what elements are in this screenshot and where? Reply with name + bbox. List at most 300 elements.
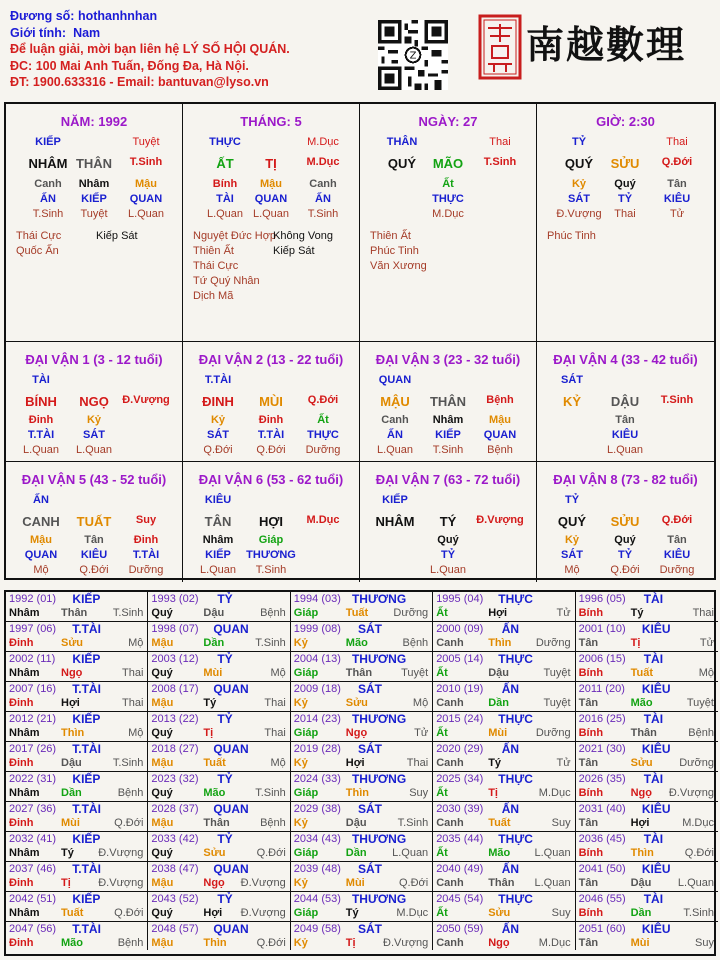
year-branch: Tý — [630, 607, 644, 619]
hidden-stage: L.Quan — [252, 208, 290, 220]
heavenly-stem: MẬU — [380, 394, 410, 409]
year-label: 2011 (20) — [578, 683, 625, 695]
year-stage: Thai — [121, 697, 144, 709]
year-label: 2041 (50) — [578, 863, 626, 875]
year-branch: Dậu — [488, 667, 509, 679]
hidden-ten-god: THỰC — [307, 429, 339, 441]
year-ten-god: SÁT — [357, 622, 382, 636]
year-cell — [148, 892, 290, 922]
luck-ten-god: QUAN — [378, 374, 412, 386]
hidden-stage: Dưỡng — [659, 564, 695, 576]
year-stage: Bệnh — [260, 607, 286, 619]
year-stage: Tử — [699, 637, 714, 649]
year-label: 2023 (32) — [151, 773, 199, 785]
year-branch: Mão — [488, 847, 511, 859]
year-ten-god: THƯƠNG — [351, 712, 407, 726]
year-stage: Bệnh — [260, 817, 286, 829]
year-cell — [576, 712, 718, 742]
year-stage: Dưỡng — [679, 757, 714, 769]
year-label: 2034 (43) — [293, 833, 341, 845]
year-branch: Tị — [488, 787, 498, 799]
year-branch: Dậu — [345, 817, 367, 829]
year-cell — [6, 772, 148, 802]
hidden-stem: Mậu — [260, 178, 282, 190]
year-stem: Tân — [578, 697, 599, 709]
stage-top: Thai — [489, 136, 511, 148]
year-ten-god: ẤN — [501, 802, 520, 816]
year-label: 1995 (04) — [436, 593, 484, 605]
year-stem: Ất — [436, 787, 448, 799]
year-label: 1999 (08) — [293, 623, 341, 635]
brand-logo: 南越數理 — [526, 22, 687, 67]
branch-stage: Bệnh — [486, 394, 514, 406]
year-label: 2019 (28) — [293, 743, 341, 755]
hidden-stem: Nhâm — [432, 414, 464, 426]
year-ten-god: SÁT — [357, 922, 382, 936]
hidden-stem: Quý — [614, 534, 636, 546]
year-ten-god: TỶ — [217, 892, 233, 906]
year-label: 2012 (21) — [9, 713, 57, 725]
luck-cycle-5 — [6, 462, 183, 582]
luck-ten-god: KIÊU — [204, 494, 232, 506]
year-branch: Ngọ — [203, 877, 225, 889]
year-ten-god: TỶ — [217, 712, 233, 726]
heavenly-stem: QUÝ — [387, 156, 417, 171]
year-label: 2016 (25) — [578, 713, 626, 725]
year-cell — [433, 712, 575, 742]
year-branch: Dần — [203, 637, 225, 649]
branch-stage: Q.Đới — [661, 514, 693, 526]
year-stem: Giáp — [293, 787, 319, 799]
year-stem: Giáp — [293, 847, 319, 859]
year-label: 2017 (26) — [9, 743, 57, 755]
year-cell — [291, 802, 433, 832]
year-branch: Hợi — [488, 607, 508, 619]
hidden-ten-god: TỶ — [617, 549, 633, 561]
year-branch: Tý — [345, 907, 359, 919]
year-ten-god: TÀI — [643, 712, 664, 726]
year-branch: Thìn — [345, 787, 370, 799]
hidden-stem: Quý — [614, 178, 636, 190]
year-stage: L.Quan — [392, 847, 429, 859]
year-stage: Q.Đới — [114, 907, 144, 919]
year-label: 2000 (09) — [436, 623, 484, 635]
year-stage: Dưỡng — [535, 637, 571, 649]
year-ten-god: TÀI — [643, 592, 664, 606]
seal-stamp-icon — [478, 14, 522, 80]
year-stage: M.Dục — [538, 937, 571, 949]
year-branch: Tị — [630, 637, 641, 649]
year-stem: Nhâm — [9, 667, 40, 679]
hidden-stem: Canh — [309, 178, 337, 190]
year-stage: Thai — [264, 727, 286, 739]
branch-stage: Q.Đới — [307, 394, 339, 406]
year-stage: Q.Đới — [398, 877, 429, 889]
hidden-ten-god: ẤN — [315, 193, 331, 205]
earthly-branch: TUẤT — [76, 514, 112, 529]
year-branch: Tuất — [488, 817, 511, 829]
year-branch: Mão — [61, 937, 83, 949]
luck-cycle-title: ĐẠI VẬN 8 (73 - 82 tuổi) — [553, 472, 698, 487]
hidden-stem: Kỷ — [86, 414, 102, 426]
year-label: 2008 (17) — [151, 683, 199, 695]
year-stem: Canh — [436, 757, 464, 769]
qr-code-icon[interactable] — [378, 20, 448, 90]
year-stage: Mộ — [270, 667, 286, 679]
year-cell — [576, 832, 718, 862]
year-cell — [576, 862, 718, 892]
year-ten-god: THƯƠNG — [351, 592, 407, 606]
year-stem: Mậu — [151, 637, 174, 649]
year-branch: Ngọ — [630, 787, 652, 799]
year-stem: Mậu — [151, 937, 174, 949]
year-cell — [6, 712, 148, 742]
year-cell — [291, 712, 433, 742]
hidden-stage: Đ.Vượng — [556, 208, 602, 220]
year-label: 1994 (03) — [293, 593, 341, 605]
hidden-stage: L.Quan — [206, 208, 244, 220]
year-label: 2037 (46) — [9, 863, 57, 875]
heavenly-stem: NHÂM — [375, 514, 415, 529]
luck-cycle-title: ĐẠI VẬN 2 (13 - 22 tuổi) — [198, 352, 344, 367]
earthly-branch: SỬU — [610, 514, 640, 529]
earthly-branch: DẬU — [610, 394, 640, 409]
hidden-ten-god: THƯƠNG — [246, 549, 296, 561]
year-label: 2018 (27) — [151, 743, 199, 755]
year-stem: Tân — [578, 637, 599, 649]
year-stage: L.Quan — [534, 847, 571, 859]
spirit-star: Văn Xương — [370, 260, 427, 272]
year-ten-god: KIÊU — [641, 682, 671, 696]
year-stage: Thai — [692, 607, 714, 619]
gender-line — [10, 25, 350, 42]
year-branch: Mùi — [488, 727, 508, 739]
chart-grid — [4, 102, 716, 580]
spirit-star: Thiên Ất — [370, 230, 411, 242]
luck-cycle-4 — [537, 342, 714, 462]
year-stem: Ất — [436, 667, 448, 679]
hidden-ten-god: QUAN — [24, 549, 58, 561]
year-stage: Suy — [409, 787, 429, 799]
year-stage: Đ.Vượng — [98, 877, 144, 889]
hidden-ten-god: KIÊU — [611, 429, 639, 441]
hidden-stage: L.Quan — [606, 444, 644, 456]
pillar-hour — [537, 104, 714, 342]
luck-ten-god: SÁT — [561, 374, 583, 386]
branch-stage: T.Sinh — [660, 394, 694, 406]
year-ten-god: THỰC — [498, 832, 533, 846]
year-stem: Nhâm — [9, 787, 40, 799]
year-label: 2051 (60) — [578, 923, 626, 935]
year-label: 1997 (06) — [9, 623, 57, 635]
year-branch: Mão — [630, 697, 653, 709]
ten-god-top: KIẾP — [35, 136, 61, 148]
hidden-ten-god: TỶ — [617, 193, 633, 205]
year-branch: Mão — [203, 787, 226, 799]
year-branch: Ngọ — [345, 727, 368, 739]
year-ten-god: QUAN — [213, 922, 249, 936]
hidden-ten-god: T.TÀI — [27, 429, 55, 441]
year-cell — [291, 772, 433, 802]
year-cell — [6, 652, 148, 682]
hidden-stem: Đinh — [133, 534, 159, 546]
hidden-stem: Mậu — [30, 534, 52, 546]
year-ten-god: KIẾP — [72, 712, 101, 726]
year-stem: Bính — [578, 787, 604, 799]
hidden-ten-god: TÀI — [216, 193, 234, 205]
hidden-stage: Q.Đới — [203, 444, 233, 456]
spirit-star: Không Vong — [273, 230, 333, 242]
year-label: 2044 (53) — [293, 893, 341, 905]
luck-cycle-title: ĐẠI VẬN 4 (33 - 42 tuổi) — [553, 352, 698, 367]
year-ten-god: TÀI — [643, 832, 664, 846]
yearly-luck-table — [4, 590, 716, 956]
year-stem: Đinh — [9, 637, 34, 649]
year-branch: Tị — [345, 937, 356, 949]
year-cell — [433, 742, 575, 772]
year-branch: Tý — [203, 697, 217, 709]
year-label: 2005 (14) — [436, 653, 484, 665]
client-gender: Nam — [73, 25, 101, 40]
luck-ten-god: T.TÀI — [204, 374, 232, 386]
year-cell — [291, 832, 433, 862]
year-stem: Quý — [151, 847, 173, 859]
year-branch: Sửu — [61, 637, 84, 649]
year-ten-god: TỶ — [217, 592, 233, 606]
year-ten-god: KIẾP — [72, 892, 101, 906]
year-stem: Kỷ — [293, 817, 308, 829]
year-label: 2039 (48) — [293, 863, 341, 875]
year-ten-god: T.TÀI — [72, 742, 101, 756]
year-cell — [576, 652, 718, 682]
heavenly-stem: NHÂM — [28, 156, 68, 171]
year-stem: Đinh — [9, 937, 34, 949]
year-branch: Thìn — [630, 847, 654, 859]
hidden-stem: Mậu — [489, 414, 511, 426]
year-cell — [6, 862, 148, 892]
branch-stage: M.Dục — [306, 156, 340, 168]
year-ten-god: SÁT — [357, 802, 382, 816]
spirit-star: Kiếp Sát — [96, 230, 138, 242]
hidden-stem: Tân — [84, 534, 104, 546]
year-cell — [6, 622, 148, 652]
year-stem: Kỷ — [293, 937, 308, 949]
branch-stage: Suy — [135, 514, 157, 526]
year-stage: T.Sinh — [255, 787, 286, 799]
hidden-ten-god: SÁT — [561, 549, 583, 561]
year-stem: Bính — [578, 727, 604, 739]
contact-address: ĐC: 100 Mai Anh Tuấn, Đống Đa, Hà Nội. — [10, 58, 249, 73]
year-cell — [148, 622, 290, 652]
year-cell — [576, 772, 718, 802]
year-stem: Kỷ — [293, 637, 308, 649]
year-stem: Kỷ — [293, 877, 308, 889]
year-ten-god: SÁT — [357, 682, 382, 696]
year-ten-god: TÀI — [643, 772, 664, 786]
year-ten-god: THỰC — [498, 712, 533, 726]
year-stem: Ất — [436, 847, 448, 859]
year-stage: Thai — [264, 697, 286, 709]
year-cell — [576, 682, 718, 712]
year-stage: Bệnh — [117, 787, 144, 799]
year-label: 1993 (02) — [151, 593, 199, 605]
year-stem: Giáp — [293, 667, 319, 679]
year-cell — [6, 682, 148, 712]
year-cell — [433, 832, 575, 862]
year-stem: Bính — [578, 907, 604, 919]
year-stage: Bệnh — [402, 637, 429, 649]
year-stage: Dưỡng — [535, 727, 571, 739]
year-stage: Tử — [414, 727, 429, 739]
hidden-ten-god: KIẾP — [435, 429, 461, 441]
year-branch: Dậu — [203, 607, 225, 619]
luck-cycle-title: ĐẠI VẬN 1 (3 - 12 tuổi) — [25, 352, 163, 367]
year-branch: Mùi — [203, 667, 223, 679]
year-stage: M.Dục — [538, 787, 571, 799]
hidden-stage: L.Quan — [376, 444, 414, 456]
hidden-ten-god: ẤN — [387, 429, 403, 441]
luck-ten-god: TỶ — [564, 494, 580, 506]
year-stem: Canh — [436, 877, 464, 889]
year-branch: Mùi — [630, 937, 650, 949]
hidden-stem: Giáp — [258, 534, 284, 546]
earthly-branch: MÙI — [259, 394, 283, 409]
hidden-stage: Dưỡng — [305, 444, 341, 456]
year-stem: Ất — [436, 907, 448, 919]
luck-cycle-title: ĐẠI VẬN 5 (43 - 52 tuổi) — [21, 472, 167, 487]
hidden-stem: Đinh — [258, 414, 284, 426]
hidden-stem: Kỷ — [210, 414, 226, 426]
year-ten-god: THƯƠNG — [351, 772, 407, 786]
year-branch: Tuất — [630, 667, 653, 679]
year-ten-god: KIÊU — [641, 742, 671, 756]
contact-phone-email: ĐT: 1900.633316 - Email: bantuvan@lyso.vn — [10, 75, 269, 89]
year-label: 2027 (36) — [9, 803, 57, 815]
hidden-stage: Mộ — [33, 564, 49, 576]
year-ten-god: ẤN — [501, 862, 520, 876]
year-cell — [433, 682, 575, 712]
hidden-ten-god: T.TÀI — [132, 549, 160, 561]
year-ten-god: T.TÀI — [72, 802, 101, 816]
hidden-stage: Mộ — [564, 564, 580, 576]
pillar-month — [183, 104, 360, 342]
year-stem: Nhâm — [9, 727, 40, 739]
year-stage: L.Quan — [534, 877, 571, 889]
hidden-ten-god: KIẾP — [205, 549, 231, 561]
hidden-stage: T.Sinh — [32, 208, 64, 220]
year-label: 2006 (15) — [578, 653, 626, 665]
luck-cycle-3 — [360, 342, 537, 462]
gender-label: Giới tính: — [10, 25, 67, 40]
year-stage: M.Dục — [682, 817, 714, 829]
year-label: 2049 (58) — [293, 923, 341, 935]
year-label: 2007 (16) — [9, 683, 57, 695]
year-branch: Mùi — [61, 817, 80, 829]
hidden-ten-god: THỰC — [432, 193, 464, 205]
hidden-ten-god: SÁT — [568, 193, 590, 205]
year-label: 2045 (54) — [436, 893, 484, 905]
year-cell — [291, 622, 433, 652]
year-label: 2042 (51) — [9, 893, 57, 905]
year-branch: Tý — [61, 847, 74, 859]
year-cell — [148, 922, 290, 950]
hidden-stage: Tuyệt — [80, 208, 108, 220]
year-label: 2050 (59) — [436, 923, 484, 935]
year-cell — [433, 922, 575, 950]
year-label: 2046 (55) — [578, 893, 626, 905]
hidden-stage: Thai — [614, 208, 636, 220]
hidden-stage: T.Sinh — [307, 208, 339, 220]
hidden-ten-god: KIẾP — [81, 193, 107, 205]
hidden-ten-god: SÁT — [207, 429, 229, 441]
year-cell — [433, 592, 575, 622]
year-ten-god: TỶ — [217, 652, 233, 666]
hidden-ten-god: QUAN — [483, 429, 517, 441]
year-cell — [148, 802, 290, 832]
year-stem: Đinh — [9, 877, 34, 889]
year-cell — [148, 652, 290, 682]
year-stem: Quý — [151, 607, 173, 619]
branch-stage: Đ.Vượng — [122, 394, 170, 406]
heavenly-stem: ẤT — [216, 156, 234, 171]
year-label: 2026 (35) — [578, 773, 626, 785]
year-stage: T.Sinh — [112, 607, 144, 619]
name-line — [10, 8, 350, 25]
year-branch: Ngọ — [61, 667, 83, 679]
year-stage: Mộ — [270, 757, 286, 769]
year-label: 2033 (42) — [151, 833, 199, 845]
year-stage: Đ.Vượng — [240, 877, 286, 889]
year-cell — [6, 802, 148, 832]
year-branch: Thân — [630, 727, 657, 739]
year-cell — [6, 922, 148, 950]
year-cell — [291, 742, 433, 772]
earthly-branch: SỬU — [610, 156, 640, 171]
ten-god-top: THỰC — [209, 136, 241, 148]
year-cell — [291, 682, 433, 712]
year-label: 2047 (56) — [9, 923, 57, 935]
luck-cycle-title: ĐẠI VẬN 3 (23 - 32 tuổi) — [375, 352, 521, 367]
heavenly-stem: CANH — [22, 514, 60, 529]
year-stem: Bính — [578, 667, 604, 679]
year-stem: Mậu — [151, 757, 174, 769]
year-label: 2025 (34) — [436, 773, 484, 785]
year-stem: Giáp — [293, 607, 319, 619]
pillar-year — [6, 104, 183, 342]
year-stem: Quý — [151, 907, 173, 919]
year-cell — [6, 592, 148, 622]
spirit-star: Quốc Ấn — [16, 245, 59, 257]
year-stem: Giáp — [293, 907, 319, 919]
year-branch: Thân — [345, 667, 373, 679]
stage-top: M.Dục — [307, 136, 339, 148]
hidden-stem: Nhâm — [202, 534, 234, 546]
year-ten-god: QUAN — [213, 742, 249, 756]
luck-cycle-title: ĐẠI VẬN 7 (63 - 72 tuổi) — [375, 472, 521, 487]
year-branch: Tị — [203, 727, 214, 739]
year-branch: Thìn — [488, 637, 512, 649]
hidden-stage: L.Quan — [127, 208, 165, 220]
year-branch: Tuất — [203, 757, 226, 769]
year-ten-god: THỰC — [498, 892, 533, 906]
ten-god-top: THÂN — [386, 136, 418, 148]
year-stem: Kỷ — [293, 697, 308, 709]
year-stage: T.Sinh — [255, 637, 286, 649]
year-stem: Đinh — [9, 697, 34, 709]
year-label: 2014 (23) — [293, 713, 341, 725]
year-branch: Tuất — [61, 907, 84, 919]
year-stem: Giáp — [293, 727, 319, 739]
